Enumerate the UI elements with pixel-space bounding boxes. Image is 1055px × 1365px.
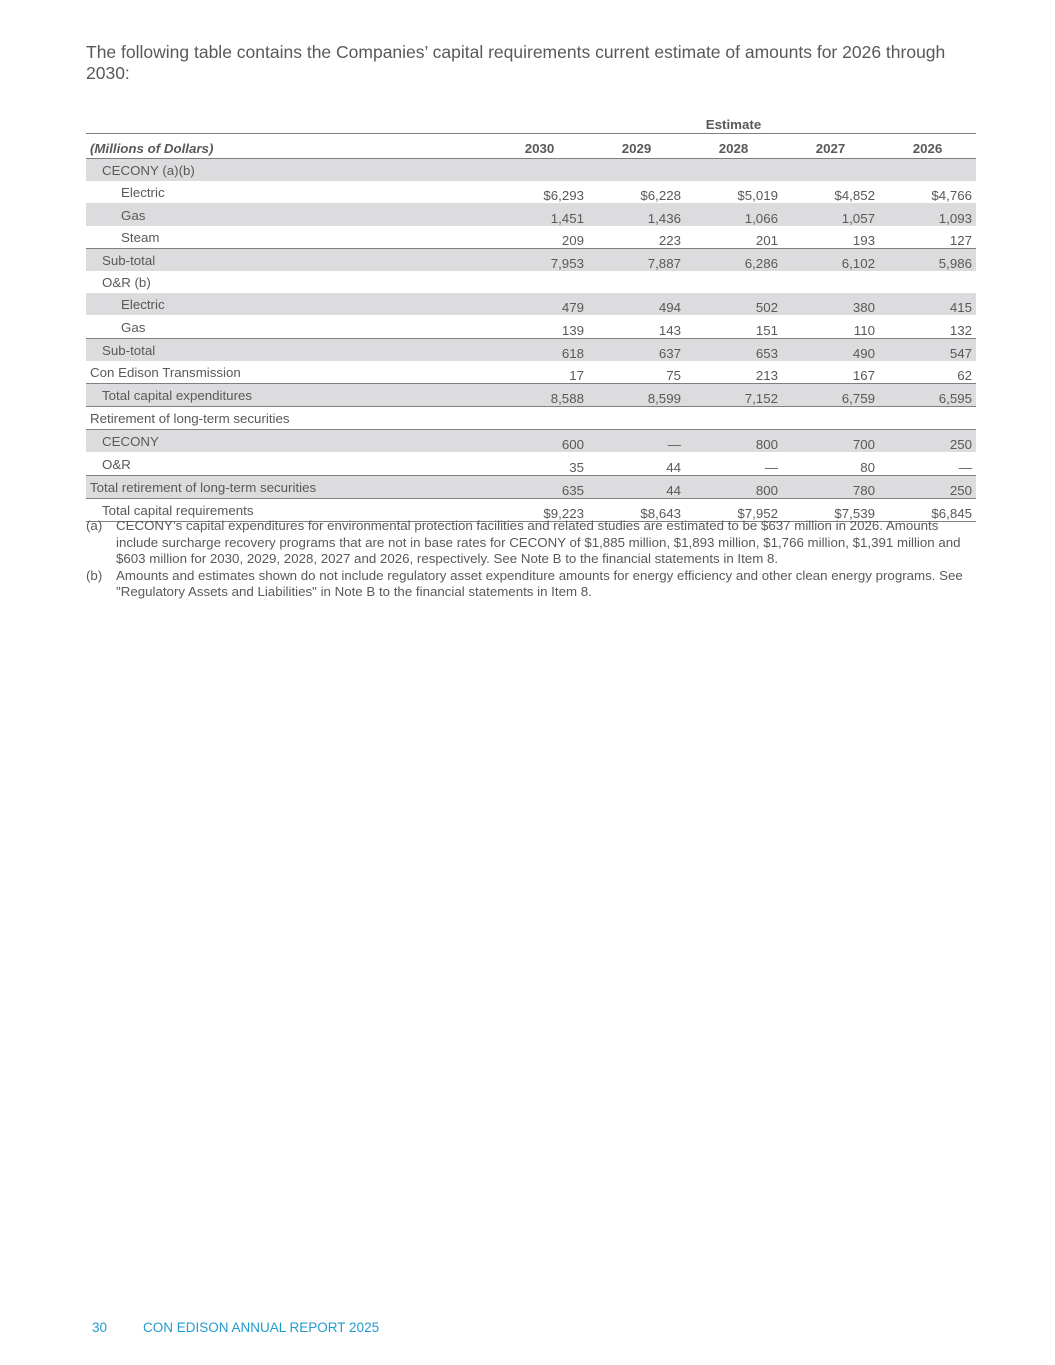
- footnote-a: [86, 518, 970, 568]
- cell-value: 250: [879, 475, 976, 498]
- row-label: [86, 338, 491, 361]
- row-label-text: Sub-total: [102, 342, 156, 358]
- cell-value: [491, 271, 588, 293]
- cell-value: 7,887: [588, 248, 685, 271]
- cell-value: [491, 159, 588, 182]
- cell-value: 143: [658, 322, 681, 338]
- footnotes: [86, 518, 970, 601]
- cell-value: 7,953: [491, 248, 588, 271]
- row-label-text: Retirement of long-term securities: [90, 411, 290, 427]
- row-label: [86, 226, 491, 249]
- intro-paragraph: The following table contains the Companies’ capital requirements current estimate of amounts for 2026 through 2030:: [86, 42, 946, 83]
- row-label: [86, 452, 491, 475]
- footnote-text: CECONY’s capital expenditures for environmental protection facilities and related studies are estimated to be $637 million in 2026. Amounts include surcharge recovery programs that are not in base rates for CECONY of $1,885 million, $1,893 million, $1,766 million, $1,391 million and $603 million for 2030, 2029, 2028, 2027 and 2026, respectively. See Note B to the financial statements in Item 8.: [116, 518, 961, 566]
- year-header: 2027: [782, 134, 879, 159]
- cell-value: [685, 271, 782, 293]
- row-label: [86, 203, 491, 225]
- row-label: [86, 159, 491, 182]
- cell-value: 6,286: [685, 248, 782, 271]
- cell-value: [685, 159, 782, 182]
- year-header: 2026: [879, 134, 976, 159]
- row-label-text: Gas: [121, 319, 146, 335]
- cell-value: 1,057: [782, 203, 879, 225]
- year-header: 2029: [588, 134, 685, 159]
- cell-value: 8,588: [491, 383, 588, 406]
- cell-value: [879, 159, 976, 182]
- table-row: [86, 430, 976, 453]
- cell-value: 6,595: [879, 383, 976, 406]
- capital-requirements-table: [86, 112, 976, 522]
- unit-label: (Millions of Dollars): [86, 134, 491, 159]
- row-label: [86, 315, 491, 338]
- row-label-text: CECONY (a)(b): [102, 163, 195, 179]
- cell-value: $4,766: [931, 188, 973, 204]
- estimate-header-row: [86, 112, 976, 134]
- cell-value: [685, 407, 782, 430]
- cell-value: $6,228: [640, 188, 681, 204]
- cell-value: 6,759: [782, 383, 879, 406]
- cell-value: 494: [588, 293, 685, 315]
- cell-value: 250: [879, 430, 976, 453]
- row-label: [86, 293, 491, 315]
- table-row: [86, 293, 976, 315]
- cell-value: 75: [666, 367, 681, 383]
- report-title: CON EDISON ANNUAL REPORT 2025: [143, 1320, 380, 1335]
- row-label: [86, 430, 491, 453]
- cell-value: 139: [561, 322, 584, 338]
- table-row: [86, 226, 976, 249]
- footnote-b: [86, 568, 970, 601]
- row-label-text: O&R: [102, 456, 131, 472]
- table-row: [86, 203, 976, 225]
- table-row: [86, 475, 976, 498]
- cell-value: 1,436: [588, 203, 685, 225]
- cell-value: $7,539: [782, 498, 879, 521]
- cell-value: 132: [949, 322, 973, 338]
- row-label-text: O&R (b): [102, 275, 151, 291]
- cell-value: $9,223: [491, 498, 588, 521]
- table-row: [86, 159, 976, 182]
- row-label-text: Total capital expenditures: [102, 388, 253, 404]
- cell-value: 80: [860, 459, 875, 475]
- cell-value: 5,986: [879, 248, 976, 271]
- row-label-text: Electric: [121, 297, 165, 313]
- capital-requirements-table-container: [86, 112, 973, 522]
- cell-value: 637: [588, 338, 685, 361]
- cell-value: [782, 271, 879, 293]
- cell-value: [879, 407, 976, 430]
- footnote-text: Amounts and estimates shown do not include regulatory asset expenditure amounts for energy efficiency and other clean energy programs. See "Regulatory Assets and Liabilities" in Note B to the financial statements in Item 8.: [116, 567, 963, 599]
- cell-value: $6,293: [543, 188, 584, 204]
- estimate-label: Estimate: [705, 117, 762, 132]
- table-row: [86, 361, 976, 384]
- row-label: [86, 361, 491, 384]
- footnote-marker: (a): [86, 518, 103, 533]
- table-row: [86, 407, 976, 430]
- row-label-text: Total retirement of long-term securities: [90, 479, 317, 495]
- cell-value: 800: [685, 475, 782, 498]
- cell-value: 167: [852, 367, 875, 383]
- cell-value: 6,102: [782, 248, 879, 271]
- cell-value: 415: [879, 293, 976, 315]
- table-row: [86, 181, 976, 203]
- cell-value: 380: [782, 293, 879, 315]
- row-label-text: Total capital requirements: [102, 503, 254, 518]
- cell-value: 213: [755, 367, 778, 383]
- row-label: [86, 248, 491, 271]
- cell-value: 35: [569, 459, 584, 475]
- table-row: [86, 248, 976, 271]
- cell-value: $5,019: [737, 188, 778, 204]
- row-label-text: CECONY: [102, 434, 159, 450]
- cell-value: 800: [685, 430, 782, 453]
- cell-value: 490: [782, 338, 879, 361]
- table-row: [86, 271, 976, 293]
- table-row: [86, 383, 976, 406]
- cell-value: —: [588, 430, 685, 453]
- row-label-text: Steam: [121, 229, 160, 245]
- cell-value: 44: [666, 459, 681, 475]
- cell-value: [588, 407, 685, 430]
- cell-value: 700: [782, 430, 879, 453]
- cell-value: 62: [957, 367, 973, 383]
- row-label: [86, 181, 491, 203]
- cell-value: 201: [755, 232, 778, 248]
- cell-value: —: [764, 459, 778, 475]
- row-label: [86, 271, 491, 293]
- row-label-text: Gas: [121, 207, 146, 223]
- cell-value: [588, 159, 685, 182]
- page-number: 30: [92, 1320, 108, 1335]
- cell-value: 635: [491, 475, 588, 498]
- row-label-text: Sub-total: [102, 252, 156, 268]
- cell-value: [879, 271, 976, 293]
- cell-value: $6,845: [879, 498, 976, 521]
- cell-value: [782, 407, 879, 430]
- cell-value: [491, 407, 588, 430]
- page-footer: [92, 1320, 379, 1335]
- table-row: [86, 338, 976, 361]
- cell-value: [782, 159, 879, 182]
- cell-value: 618: [491, 338, 588, 361]
- column-header-row: [86, 134, 976, 159]
- cell-value: 479: [491, 293, 588, 315]
- cell-value: 110: [853, 322, 875, 338]
- cell-value: 1,451: [491, 203, 588, 225]
- table-row: [86, 452, 976, 475]
- row-label: [86, 475, 491, 498]
- cell-value: 223: [658, 232, 681, 248]
- cell-value: 7,152: [685, 383, 782, 406]
- cell-value: 127: [949, 232, 973, 248]
- cell-value: 44: [588, 475, 685, 498]
- cell-value: 780: [782, 475, 879, 498]
- cell-value: 1,093: [879, 203, 976, 225]
- row-label: [86, 407, 491, 430]
- footnote-marker: (b): [86, 567, 103, 583]
- cell-value: 600: [491, 430, 588, 453]
- cell-value: 547: [879, 338, 976, 361]
- cell-value: $8,643: [588, 498, 685, 521]
- row-label-text: Electric: [121, 185, 165, 201]
- cell-value: 209: [561, 232, 584, 248]
- row-label: [86, 383, 491, 406]
- cell-value: 1,066: [685, 203, 782, 225]
- cell-value: 17: [569, 367, 584, 383]
- cell-value: —: [958, 459, 973, 475]
- cell-value: 151: [755, 322, 778, 338]
- year-header: 2028: [685, 134, 782, 159]
- cell-value: 193: [852, 232, 875, 248]
- row-label-text: Con Edison Transmission: [90, 364, 241, 380]
- cell-value: $4,852: [834, 188, 875, 204]
- table-row: [86, 315, 976, 338]
- cell-value: 8,599: [588, 383, 685, 406]
- cell-value: 502: [685, 293, 782, 315]
- cell-value: 653: [685, 338, 782, 361]
- year-header: 2030: [491, 134, 588, 159]
- cell-value: $7,952: [685, 498, 782, 521]
- cell-value: [588, 271, 685, 293]
